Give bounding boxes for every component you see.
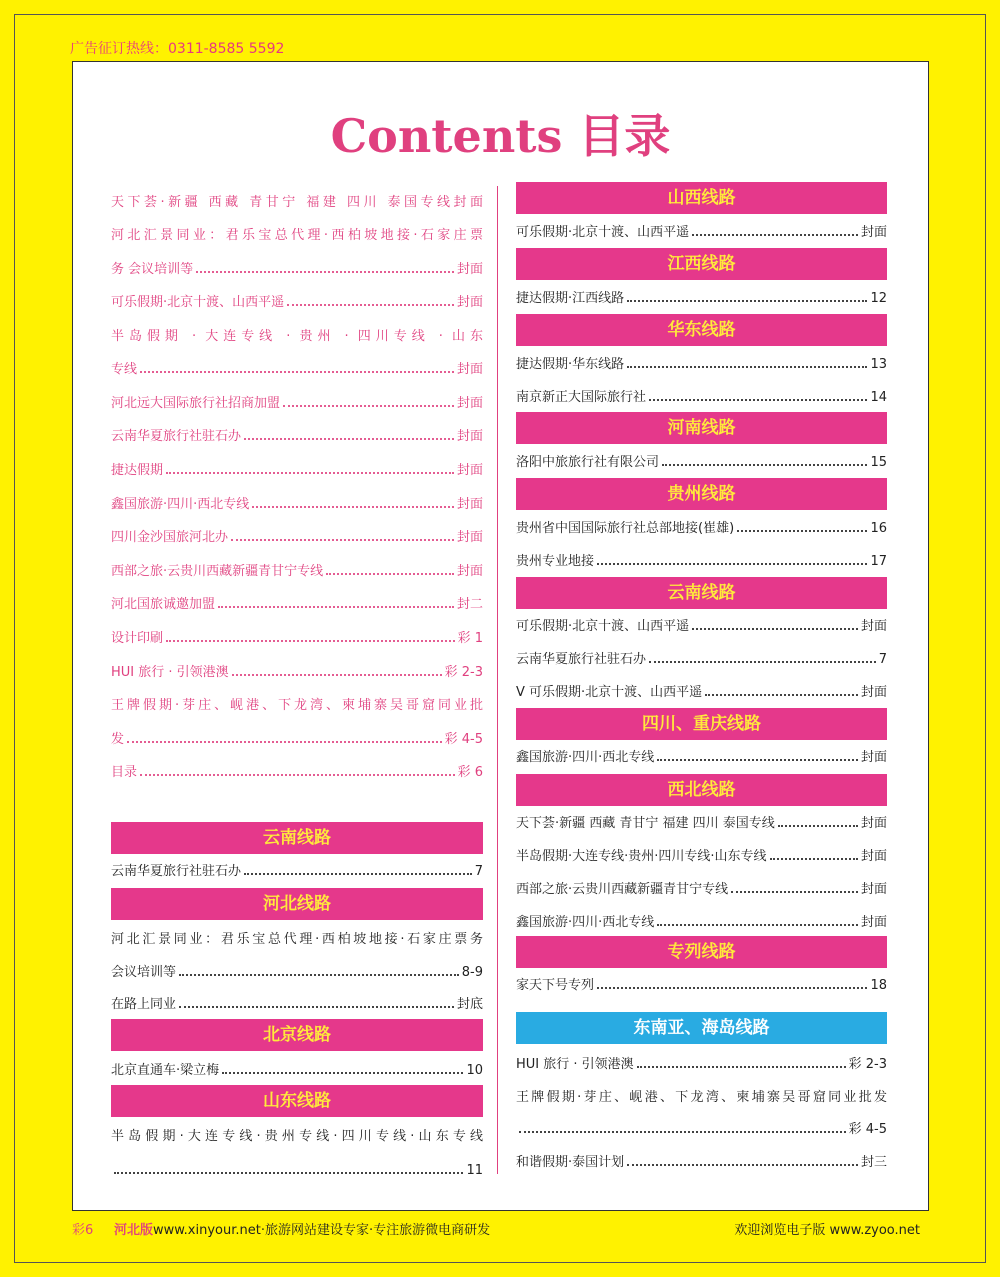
toc-leader-dots [657,759,858,761]
toc-leader-dots [218,606,454,608]
toc-leader-dots [252,506,454,508]
toc-entry-page: 彩 2-3 [444,665,483,680]
footer-edition: 河北版 [113,1223,153,1238]
toc-entry-title: 云南华夏旅行社驻石办 [111,429,242,444]
contents-panel [72,61,929,1211]
toc-entry [516,745,887,767]
toc-leader-dots [637,1066,846,1068]
toc-entry [111,1058,483,1080]
toc-leader-dots [127,741,442,743]
toc-entry-page: 7 [878,652,887,667]
toc-entry-page: 8-9 [461,965,483,980]
toc-entry-page: 彩 1 [457,631,483,646]
toc-entry [516,973,887,995]
toc-entry-title: 王牌假期·芽庄、岘港、下龙湾、柬埔寨吴哥窟同业批 [111,698,483,713]
footer-right-text: 欢迎浏览电子版 www.zyoo.net [734,1223,920,1238]
toc-entry-page: 封面 [456,530,483,545]
toc-entry-title: 专线 [111,362,138,377]
footer-left-text: www.xinyour.net·旅游网站建设专家·专注旅游微电商研发 [152,1223,491,1238]
toc-entry [111,960,483,982]
toc-entry-page: 彩 6 [457,765,483,780]
toc-entry-page: 彩 2-3 [848,1057,887,1072]
toc-entry-title: 鑫国旅游·四川·西北专线 [516,915,655,930]
column-divider [497,186,498,1174]
section-heading: 河南线路 [516,412,887,444]
toc-leader-dots [778,825,858,827]
toc-entry-title: 天下荟·新疆 西藏 青甘宁 福建 四川 泰国专线 [516,816,775,831]
toc-leader-dots [627,366,867,368]
section-heading: 江西线路 [516,248,887,280]
toc-leader-dots [287,304,454,306]
toc-leader-dots [649,661,876,663]
toc-entry-page: 封面 [860,849,887,864]
toc-leader-dots [597,563,867,565]
toc-leader-dots [232,674,442,676]
toc-entry [111,424,483,446]
toc-leader-dots [627,1164,858,1166]
toc-entry-page: 14 [870,390,887,405]
toc-entry-title: 南京新正大国际旅行社 [516,390,647,405]
section-heading: 专列线路 [516,936,887,968]
toc-entry-page: 封面 [456,362,483,377]
toc-entry-title: 在路上同业 [111,997,177,1012]
toc-entry-title: 贵州专业地接 [516,554,595,569]
toc-entry-title: 家天下号专列 [516,978,595,993]
toc-entry-page: 封三 [860,1155,887,1170]
toc-entry [111,357,483,379]
toc-entry-page: 7 [474,864,483,879]
toc-leader-dots [657,924,858,926]
toc-leader-dots [179,974,459,976]
toc-entry-page: 16 [870,521,887,536]
toc-entry-title: 鑫国旅游·四川·西北专线 [111,497,250,512]
toc-entry [111,290,483,312]
toc-entry-page: 封面 [860,225,887,240]
toc-entry [111,324,483,346]
toc-entry [111,525,483,547]
section-heading: 北京线路 [111,1019,483,1051]
toc-leader-dots [114,1172,463,1174]
toc-entry [516,647,887,669]
section-heading: 华东线路 [516,314,887,346]
toc-entry [516,877,887,899]
toc-entry-page: 封面 [860,619,887,634]
toc-entry [111,592,483,614]
toc-entry-title: 河北汇景同业：君乐宝总代理·西柏坡地接·石家庄票 [111,228,483,243]
footer-page-number: 彩6 [72,1223,94,1238]
section-heading: 河北线路 [111,888,483,920]
toc-leader-dots [166,472,454,474]
toc-entry [111,626,483,648]
toc-entry-title: 河北国旅诚邀加盟 [111,597,216,612]
toc-entry [516,549,887,571]
toc-entry-page: 15 [870,455,887,470]
toc-entry-title: 半岛假期·大连专线·贵州专线·四川专线·山东专线 [111,1129,483,1144]
toc-entry-page: 封底 [456,997,483,1012]
section-heading: 西北线路 [516,774,887,806]
section-heading: 山东线路 [111,1085,483,1117]
toc-entry-page: 18 [870,978,887,993]
toc-leader-dots [705,694,858,696]
toc-entry [111,859,483,881]
toc-entry-page: 封面 [456,295,483,310]
toc-entry-title: 西部之旅·云贵川西藏新疆青甘宁专线 [516,882,729,897]
toc-leader-dots [196,271,454,273]
toc-entry-title: 鑫国旅游·四川·西北专线 [516,750,655,765]
toc-entry [516,1150,887,1172]
toc-entry-page: 封面 [860,882,887,897]
toc-leader-dots [770,858,858,860]
toc-leader-dots [140,371,454,373]
toc-leader-dots [597,987,867,989]
toc-entry-title: 四川金沙国旅河北办 [111,530,229,545]
toc-entry-title: 贵州省中国国际旅行社总部地接(崔雄) [516,521,735,536]
toc-entry-title: 云南华夏旅行社驻石办 [516,652,647,667]
toc-entry-page: 彩 4-5 [848,1122,887,1137]
toc-entry [111,190,483,212]
toc-leader-dots [519,1131,846,1133]
toc-entry-title: 北京直通车·梁立梅 [111,1063,220,1078]
toc-leader-dots [140,774,455,776]
toc-entry [111,992,483,1014]
toc-entry-title: 可乐假期·北京十渡、山西平遥 [516,225,690,240]
section-heading: 东南亚、海岛线路 [516,1012,887,1044]
toc-entry [111,1158,483,1180]
page-title: Contents 目录 [330,109,671,163]
toc-leader-dots [244,873,472,875]
toc-entry [111,391,483,413]
toc-entry-page: 17 [870,554,887,569]
toc-entry-title: 会议培训等 [111,965,177,980]
footer-right [734,1219,920,1238]
toc-entry [111,760,483,782]
toc-leader-dots [627,300,867,302]
toc-leader-dots [244,438,454,440]
toc-entry-title: 河北汇景同业：君乐宝总代理·西柏坡地接·石家庄票务 [111,932,483,947]
toc-entry-page: 彩 4-5 [444,732,483,747]
toc-entry [516,910,887,932]
toc-leader-dots [166,640,455,642]
toc-entry-title: 目录 [111,765,138,780]
toc-entry [516,1052,887,1074]
toc-entry-page: 封面 [456,497,483,512]
ad-hotline: 广告征订热线：0311-8585 5592 [70,41,285,57]
toc-entry-page: 封面 [456,463,483,478]
toc-entry-title: HUI 旅行 · 引领港澳 [111,665,229,680]
section-heading: 云南线路 [516,577,887,609]
toc-entry-page: 11 [466,1163,483,1178]
toc-leader-dots [649,399,867,401]
toc-entry-title: 可乐假期·北京十渡、山西平遥 [516,619,690,634]
toc-entry [111,223,483,245]
toc-entry [516,811,887,833]
toc-entry [516,614,887,636]
toc-entry-title: V 可乐假期·北京十渡、山西平遥 [516,685,703,700]
toc-entry [516,1085,887,1107]
toc-entry [516,680,887,702]
toc-entry [111,927,483,949]
section-heading: 四川、重庆线路 [516,708,887,740]
toc-entry-title: 云南华夏旅行社驻石办 [111,864,242,879]
toc-entry [111,257,483,279]
toc-entry-title: HUI 旅行 · 引领港澳 [516,1057,634,1072]
toc-leader-dots [731,891,858,893]
toc-entry-page: 封面 [860,750,887,765]
toc-leader-dots [692,628,858,630]
toc-leader-dots [283,405,454,407]
toc-entry-page: 封面 [456,396,483,411]
toc-entry-title: 可乐假期·北京十渡、山西平遥 [111,295,285,310]
toc-entry-title: 捷达假期 [111,463,164,478]
section-heading: 贵州线路 [516,478,887,510]
toc-entry [111,492,483,514]
toc-entry [516,516,887,538]
toc-entry-title: 半岛假期 · 大连专线 · 贵州 · 四川专线 · 山东 [111,329,483,344]
toc-entry [516,286,887,308]
toc-leader-dots [737,530,867,532]
toc-entry-title: 务 会议培训等 [111,262,194,277]
toc-entry [111,559,483,581]
toc-entry-page: 10 [466,1063,483,1078]
toc-entry-page: 封面 [860,685,887,700]
toc-entry-page: 封面 [860,915,887,930]
toc-entry [516,220,887,242]
toc-entry-title: 捷达假期·江西线路 [516,291,625,306]
toc-entry-title: 和谐假期·泰国计划 [516,1155,625,1170]
toc-entry [111,458,483,480]
toc-leader-dots [326,573,454,575]
toc-leader-dots [662,464,867,466]
toc-entry [111,1124,483,1146]
toc-entry-title: 洛阳中旅旅行社有限公司 [516,455,660,470]
toc-entry [111,660,483,682]
toc-entry-title: 发 [111,732,125,747]
toc-entry-title: 天下荟·新疆 西藏 青甘宁 福建 四川 泰国专线封面 [111,195,483,210]
toc-leader-dots [692,234,858,236]
toc-entry-page: 封面 [456,429,483,444]
footer-left [72,1219,490,1238]
toc-entry-page: 封面 [860,816,887,831]
toc-entry-page: 12 [870,291,887,306]
toc-entry [516,450,887,472]
toc-entry [111,727,483,749]
toc-entry-page: 封二 [456,597,483,612]
toc-leader-dots [231,539,454,541]
toc-entry-title: 捷达假期·华东线路 [516,357,625,372]
toc-entry [516,385,887,407]
toc-entry-title: 王牌假期·芽庄、岘港、下龙湾、柬埔寨吴哥窟同业批发 [516,1090,887,1105]
toc-entry [516,1117,887,1139]
toc-entry-title: 设计印刷 [111,631,164,646]
toc-entry-title: 河北远大国际旅行社招商加盟 [111,396,281,411]
toc-entry-title: 西部之旅·云贵川西藏新疆青甘宁专线 [111,564,324,579]
toc-entry-page: 封面 [456,262,483,277]
toc-leader-dots [179,1006,454,1008]
toc-entry-title: 半岛假期·大连专线·贵州·四川专线·山东专线 [516,849,767,864]
toc-entry-page: 封面 [456,564,483,579]
section-heading: 云南线路 [111,822,483,854]
toc-entry [516,352,887,374]
toc-leader-dots [222,1072,463,1074]
toc-entry [516,844,887,866]
section-heading: 山西线路 [516,182,887,214]
toc-entry [111,693,483,715]
toc-entry-page: 13 [870,357,887,372]
